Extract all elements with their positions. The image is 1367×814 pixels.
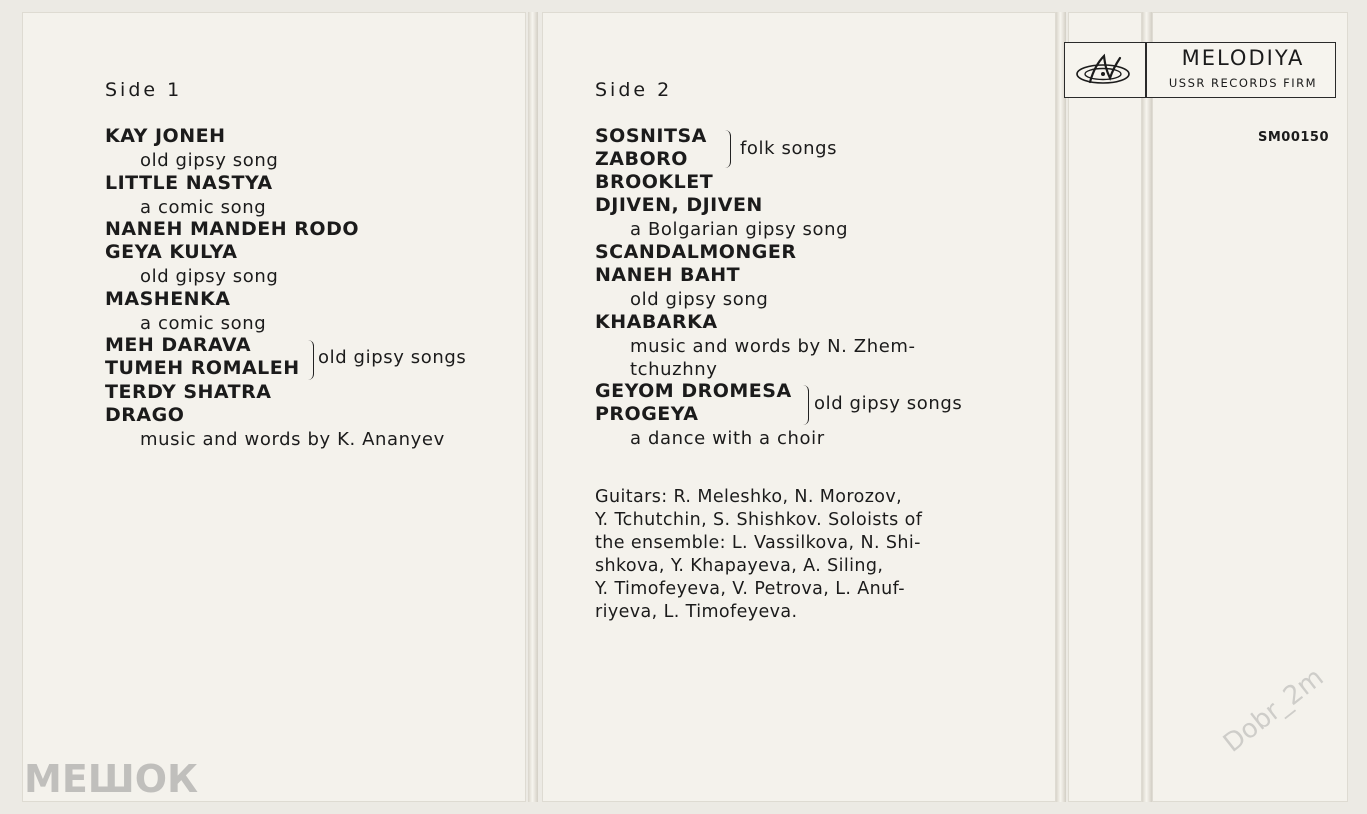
track-title: ZABORO bbox=[595, 148, 688, 170]
watermark-right: Dobr_2m bbox=[1218, 662, 1330, 759]
track-title: BROOKLET bbox=[595, 171, 714, 193]
side2-heading: Side 2 bbox=[595, 79, 673, 101]
track-title: TUMEH ROMALEH bbox=[105, 357, 300, 379]
credits-line: the ensemble: L. Vassilkova, N. Shi- bbox=[595, 533, 921, 553]
melodiya-logo-icon bbox=[1070, 48, 1136, 94]
track-title: NANEH MANDEH RODO bbox=[105, 218, 359, 240]
watermark-left: МЕШОК bbox=[24, 757, 199, 801]
brace bbox=[305, 340, 314, 380]
credits-line: shkova, Y. Khapayeva, A. Siling, bbox=[595, 556, 884, 576]
fold-crease bbox=[528, 12, 538, 802]
brand-name: MELODIYA bbox=[1181, 46, 1305, 70]
credits-line: riyeva, L. Timofeyeva. bbox=[595, 602, 798, 622]
track-title: PROGEYA bbox=[595, 403, 699, 425]
track-note: old gipsy song bbox=[140, 150, 279, 171]
track-note: a dance with a choir bbox=[630, 428, 825, 449]
track-title: KAY JONEH bbox=[105, 125, 226, 147]
track-title: MEH DARAVA bbox=[105, 334, 252, 356]
credits bbox=[595, 486, 922, 624]
track-title: DJIVEN, DJIVEN bbox=[595, 194, 763, 216]
track-title: DRAGO bbox=[105, 404, 185, 426]
track-note: tchuzhny bbox=[630, 359, 718, 380]
track-note: music and words by N. Zhem- bbox=[630, 336, 916, 357]
group-label: folk songs bbox=[740, 138, 838, 159]
track-title: NANEH BAHT bbox=[595, 264, 741, 286]
brand-subtitle: USSR RECORDS FIRM bbox=[1168, 76, 1318, 90]
track-title: SOSNITSA bbox=[595, 125, 707, 147]
catalog-number: SM00150 bbox=[1258, 130, 1330, 145]
track-note: a comic song bbox=[140, 197, 267, 218]
fold-crease bbox=[1056, 12, 1066, 802]
fold-crease bbox=[1142, 12, 1152, 802]
track-note: old gipsy song bbox=[140, 266, 279, 287]
track-title: LITTLE NASTYA bbox=[105, 172, 273, 194]
track-title: GEYOM DROMESA bbox=[595, 380, 792, 402]
track-title: MASHENKA bbox=[105, 288, 231, 310]
group-label: old gipsy songs bbox=[318, 347, 467, 368]
track-note: a comic song bbox=[140, 313, 267, 334]
track-note: music and words by K. Ananyev bbox=[140, 429, 445, 450]
brace bbox=[800, 385, 809, 425]
track-title: GEYA KULYA bbox=[105, 241, 238, 263]
credits-line: Y. Tchutchin, S. Shishkov. Soloists of bbox=[595, 510, 923, 530]
label-divider bbox=[1145, 42, 1147, 98]
track-title: KHABARKA bbox=[595, 311, 718, 333]
track-note: old gipsy song bbox=[630, 289, 769, 310]
credits-line: Y. Timofeyeva, V. Petrova, L. Anuf- bbox=[595, 579, 905, 599]
credits-line: Guitars: R. Meleshko, N. Morozov, bbox=[595, 487, 903, 507]
side1-heading: Side 1 bbox=[105, 79, 183, 101]
inlay-panel-side1 bbox=[22, 12, 526, 802]
group-label: old gipsy songs bbox=[814, 393, 963, 414]
inlay-spine bbox=[1068, 12, 1142, 802]
track-title: SCANDALMONGER bbox=[595, 241, 797, 263]
track-note: a Bolgarian gipsy song bbox=[630, 219, 849, 240]
track-title: TERDY SHATRA bbox=[105, 381, 272, 403]
brace bbox=[722, 130, 731, 168]
